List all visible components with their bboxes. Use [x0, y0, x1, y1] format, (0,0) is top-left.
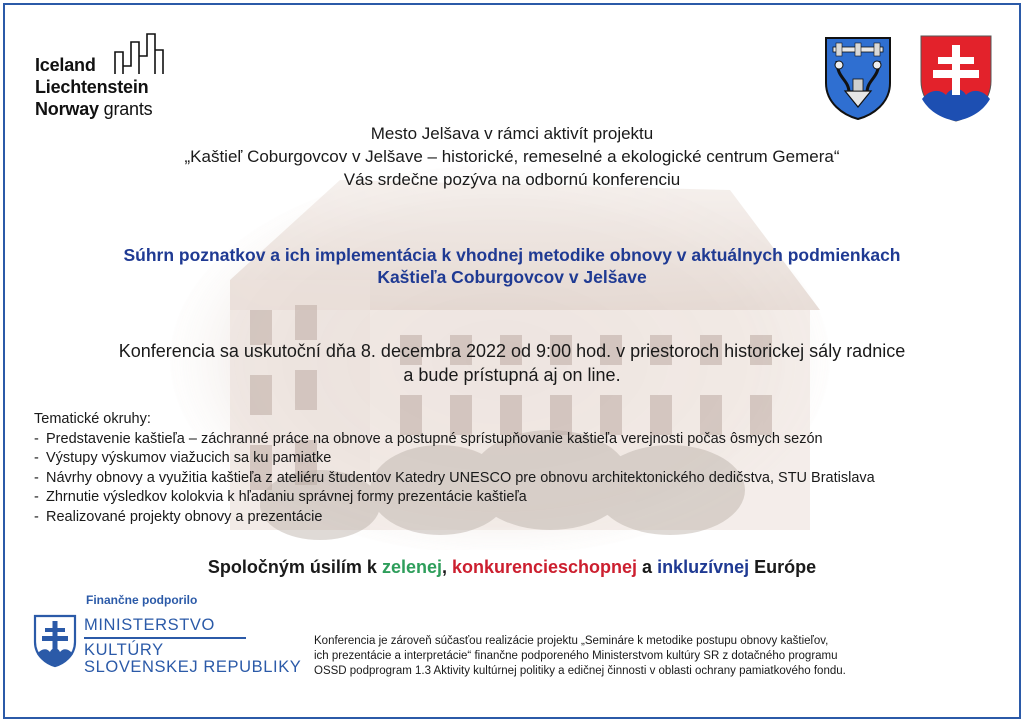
list-item: - Predstavenie kaštieľa – záchranné práce na obnove a postupné sprístupňovanie kaštieľa verejnosti počas ôsmych sezón — [34, 430, 875, 450]
slogan — [0, 557, 1024, 578]
slogan-blue: inkluzívnej — [657, 557, 750, 577]
conference-title — [0, 244, 1024, 288]
ministry-divider — [84, 637, 246, 639]
slogan-part-3: a — [637, 557, 658, 577]
funding-note-line-1: Konferencia je zároveň súčasťou realizácie projektu „Semináre k metodike postupu obnovy kaštieľov, — [314, 635, 829, 647]
list-item: - Zhrnutie výsledkov kolokvia k hľadaniu správnej formy prezentácie kaštieľa — [34, 488, 875, 508]
list-item: - Návrhy obnovy a využitia kaštieľa z ateliéru študentov Katedry UNESCO pre obnovu architektonického dedičstva, STU Bratislava — [34, 469, 875, 489]
ministry-line-3: SLOVENSKEJ REPUBLIKY — [84, 658, 302, 676]
grants-squares-icon — [113, 32, 165, 76]
slogan-red: konkurencieschopnej — [451, 557, 638, 577]
grants-word: grants — [103, 99, 153, 119]
grants-iceland: Iceland — [35, 55, 96, 75]
conference-title-line-2: Kaštieľa Coburgovcov v Jelšave — [377, 267, 647, 287]
jelsava-coat-of-arms-icon — [823, 35, 893, 121]
ministry-line-2: KULTÚRY — [84, 641, 164, 659]
funding-note-line-2: ich prezentácie a interpretácie“ finančne podporeného Ministerstvom kultúry SR z dotačného programu — [314, 650, 838, 662]
list-item: - Realizované projekty obnovy a prezentácie — [34, 508, 875, 528]
list-item: - Výstupy výskumov viažucich sa ku pamiatke — [34, 449, 875, 469]
topics-list — [34, 410, 875, 527]
conference-title-line-1: Súhrn poznatkov a ich implementácia k vhodnej metodike obnovy v aktuálnych podmienkach — [123, 245, 901, 265]
funding-note — [314, 634, 846, 679]
ministry-logo — [84, 617, 301, 676]
grants-norway: Norway — [35, 99, 99, 119]
ministry-crest-icon — [33, 614, 77, 668]
eea-grants-logo — [35, 32, 152, 120]
grants-liechtenstein: Liechtenstein — [35, 77, 149, 97]
funded-by-label: Finančne podporilo — [86, 593, 198, 607]
invite-line-1: Mesto Jelšava v rámci aktivít projektu — [370, 124, 654, 143]
conference-online: a bude prístupná aj on line. — [403, 365, 621, 385]
conference-details — [0, 339, 1024, 387]
conference-date-place: Konferencia sa uskutoční dňa 8. decembra 2022 od 9:00 hod. v priestoroch historickej sály radnice — [118, 341, 906, 361]
slogan-part-2: , — [441, 557, 452, 577]
funding-note-line-3: OSSD podprogram 1.3 Aktivity kultúrnej politiky a edičnej činnosti v oblasti ochrany pamiatkového fondu. — [314, 665, 846, 677]
ministry-line-1: MINISTERSTVO — [84, 616, 215, 634]
invite-project-name: „Kaštieľ Coburgovcov v Jelšave – historické, remeselné a ekologické centrum Gemera“ — [184, 147, 840, 166]
slogan-part-1: Spoločným úsilím k — [207, 557, 382, 577]
topics-heading: Tematické okruhy: — [34, 411, 151, 427]
invite-line-3: Vás srdečne pozýva na odbornú konferenciu — [343, 170, 681, 189]
slovak-coat-of-arms-icon — [918, 33, 994, 123]
slogan-part-4: Európe — [749, 557, 817, 577]
slogan-green: zelenej — [381, 557, 442, 577]
